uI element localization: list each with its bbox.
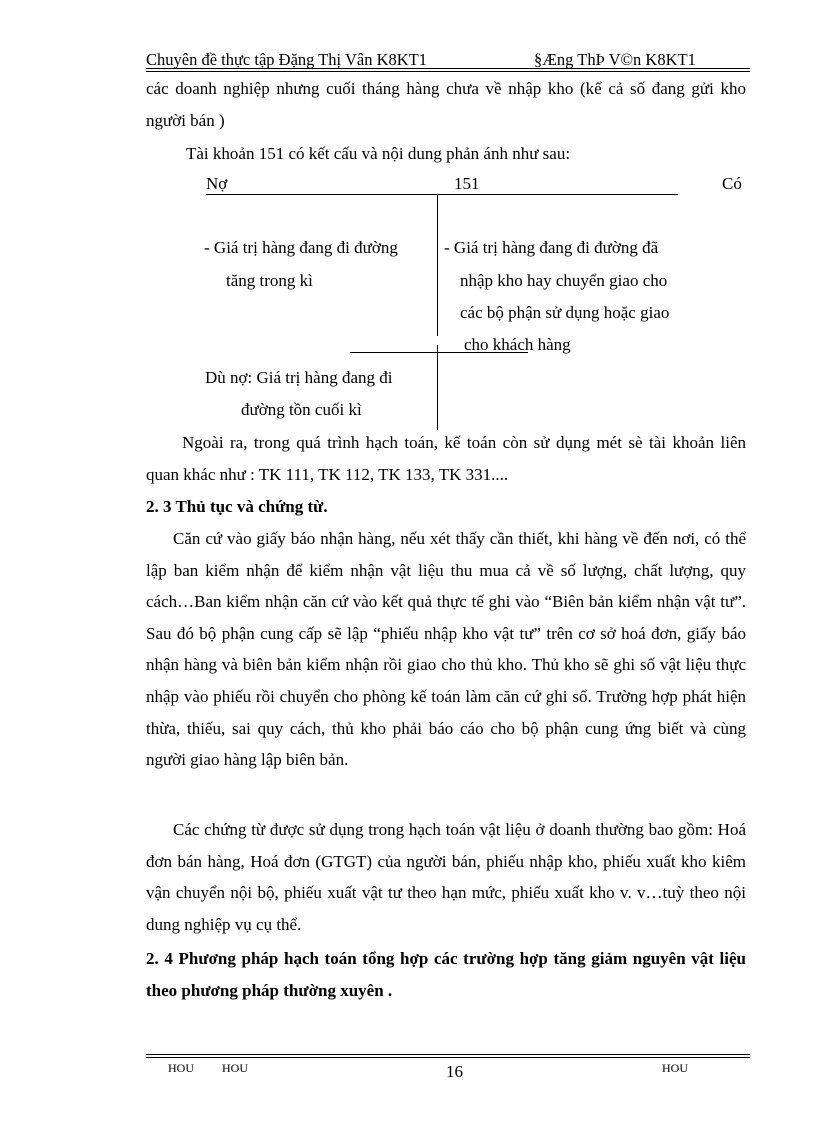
credit-label: Có xyxy=(722,174,742,193)
balance-line-2: đường tồn cuối kì xyxy=(241,400,362,419)
debit-line-2: tăng trong kì xyxy=(226,271,313,290)
page-number: 16 xyxy=(446,1062,463,1081)
debit-label: Nợ xyxy=(206,174,228,193)
credit-line-3: các bộ phận sử dụng hoặc giao xyxy=(460,303,670,322)
footer-left-text-1: HOU xyxy=(168,1061,194,1075)
section-2-3-paragraph-2: Các chứng từ được sử dụng trong hạch toán vật liệu ở doanh thường bao gồm: Hoá đơn bán hàng, Hoá đơn (GTGT) của người bán, phiếu nhập kho, phiếu xuất kho kiêm vận chuyển nội bộ, phiếu xuất vật tư theo hạn mức, phiếu xuất kho v. v…tuỳ theo nội dung nghiệp vụ cụ thể. xyxy=(146,820,746,934)
header-left-text: Chuyên đề thực tập Đặng Thị Vân K8KT1 xyxy=(146,50,427,69)
footer-left-text-2: HOU xyxy=(222,1061,248,1075)
t-account-vertical-rule-upper xyxy=(437,194,438,336)
header-rule-bottom xyxy=(146,71,750,72)
account-intro: Tài khoản 151 có kết cấu và nội dung phản ánh như sau: xyxy=(186,144,571,163)
section-2-4-title: 2. 4 Phương pháp hạch toán tổng hợp các trường hợp tăng giảm nguyên vật liệu theo phương pháp thường xuyên . xyxy=(146,949,746,1000)
t-account-vertical-rule-lower xyxy=(437,345,438,430)
credit-line-2: nhập kho hay chuyển giao cho xyxy=(460,271,668,290)
header-rule-top xyxy=(146,68,750,69)
other-accounts-paragraph: Ngoài ra, trong quá trình hạch toán, kế toán còn sử dụng mét sè tài khoản liên quan khác như : TK 111, TK 112, TK 133, TK 331.... xyxy=(146,433,746,484)
section-2-3-title: 2. 3 Thủ tục và chứng từ. xyxy=(146,497,328,516)
debit-line-1: - Giá trị hàng đang đi đường xyxy=(204,238,398,257)
credit-line-1: - Giá trị hàng đang đi đường đã xyxy=(444,238,659,257)
footer-right-text: HOU xyxy=(662,1061,688,1075)
t-account-top-rule xyxy=(206,194,678,195)
page-header xyxy=(146,50,750,70)
footer-rule-top xyxy=(146,1054,750,1055)
account-number: 151 xyxy=(454,174,480,193)
section-2-3-paragraph-1: Căn cứ vào giấy báo nhận hàng, nếu xét thấy cần thiết, khi hàng về đến nơi, có thể lập ban kiểm nhận để kiểm nhận vật liệu thu mua cả về số lượng, chất lượng, quy cách…Ban kiểm nhận căn cứ vào kết quả thực tế ghi vào “Biên bản kiểm nhận vật tư”. Sau đó bộ phận cung cấp sẽ lập “phiếu nhập kho vật tư” trên cơ sở hoá đơn, giấy báo nhận hàng và biên bản kiểm nhận rồi giao cho thủ kho. Thủ kho sẽ ghi số vật liệu thực nhập vào phiếu rồi chuyển cho phòng kế toán làm căn cứ ghi sổ. Trường hợp phát hiện thừa, thiếu, sai quy cách, thủ kho phải báo cáo cho bộ phận cung ứng biết và cùng người giao hàng lập biên bản. xyxy=(146,529,746,770)
header-right-text: §Æng ThÞ V©n K8KT1 xyxy=(534,50,696,69)
credit-line-4: cho khách hàng xyxy=(464,335,571,354)
intro-paragraph: các doanh nghiệp nhưng cuối tháng hàng chưa về nhập kho (kể cả số đang gửi kho người bán ) xyxy=(146,79,746,130)
footer-rule-bottom xyxy=(146,1057,750,1058)
balance-line-1: Dù nợ: Giá trị hàng đang đi xyxy=(205,368,393,387)
